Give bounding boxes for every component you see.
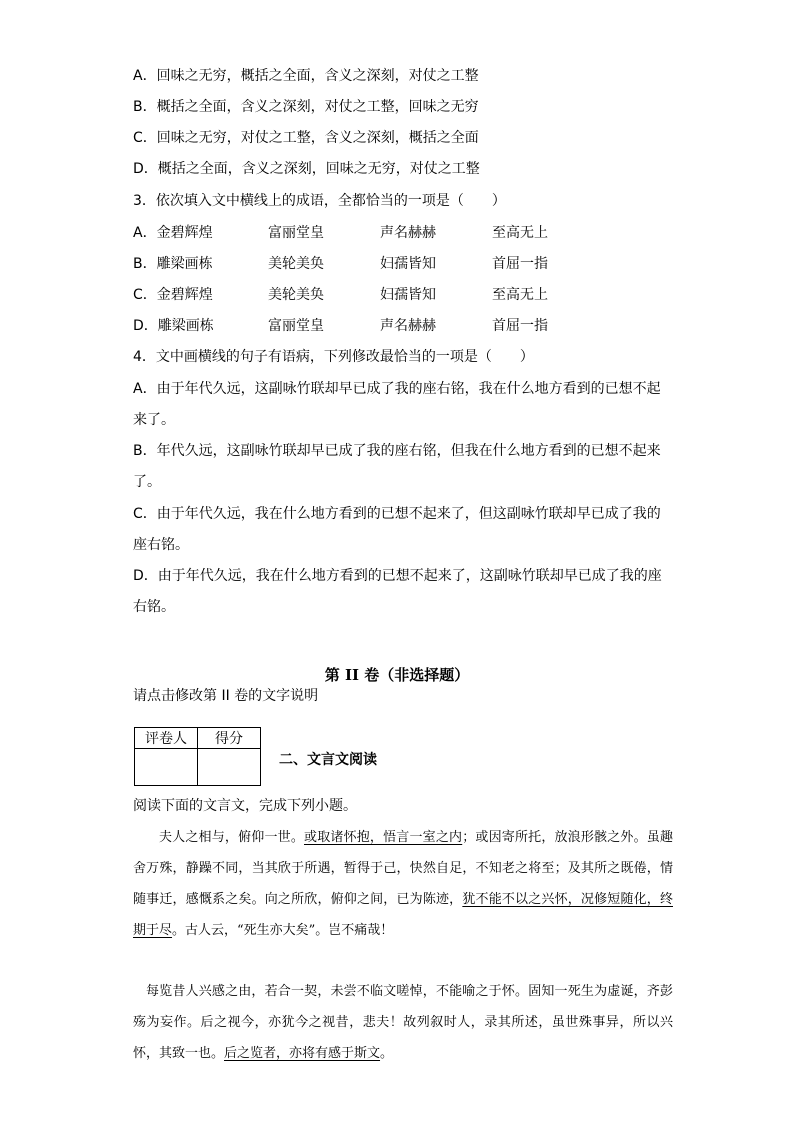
q4-question: 4．文中画横线的句子有语病，下列修改最恰当的一项是（ ） [133, 349, 534, 365]
grader-header: 评卷人 [135, 728, 198, 749]
q2-option-d: D．概括之全面，含义之深刻，回味之无穷，对仗之工整 [133, 161, 480, 177]
q4-option-d-line2: 右铭。 [133, 599, 175, 615]
section-title: 第 II 卷（非选择题） [324, 666, 470, 684]
part2-instruction: 阅读下面的文言文，完成下列小题。 [133, 798, 357, 814]
section-note: 请点击修改第 II 卷的文字说明 [133, 688, 319, 704]
q3-c-3: 妇孺皆知 [380, 287, 436, 303]
p1-underline-1: 或取诸怀抱，悟言一室之内 [304, 830, 463, 845]
p1-underline-2: 犹不能不以之兴怀，况修短随化，终期于尽 [133, 892, 673, 938]
q4-option-d-line1: D．由于年代久远，我在什么地方看到的已想不起来了，这副咏竹联却早已成了我的座 [133, 568, 662, 584]
q3-c-4: 至高无上 [492, 287, 548, 303]
q3-d-4: 首屈一指 [492, 318, 548, 334]
q3-a-3: 声名赫赫 [380, 225, 436, 241]
q3-question: 3．依次填入文中横线上的成语，全都恰当的一项是（ ） [133, 193, 506, 209]
p2-text-1: 每览昔人兴感之由，若合一契，未尝不临文嗟悼，不能喻之于怀。固知一死生为虚诞，齐彭殇为妄作。后之视今，亦犹今之视昔，悲夫！故列叙时人，录其所述，虽世殊事异，所以兴怀，其致一也。 [133, 984, 673, 1061]
part2-heading: 二、文言文阅读 [279, 752, 377, 768]
q3-b-4: 首屈一指 [492, 256, 548, 272]
passage-paragraph-2 [133, 976, 673, 1069]
passage-paragraph-1 [133, 822, 673, 946]
grader-cell[interactable] [135, 749, 198, 786]
q3-a-1: A．金碧辉煌 [133, 225, 213, 241]
q3-a-4: 至高无上 [492, 225, 548, 241]
q3-d-3: 声名赫赫 [380, 318, 436, 334]
q3-b-3: 妇孺皆知 [380, 256, 436, 272]
q2-option-a: A．回味之无穷，概括之全面，含义之深刻，对仗之工整 [133, 68, 479, 84]
q3-c-2: 美轮美奂 [268, 287, 324, 303]
q3-d-2: 富丽堂皇 [268, 318, 324, 334]
q4-option-c-line2: 座右铭。 [133, 537, 189, 553]
score-header: 得分 [198, 728, 261, 749]
p1-text-3: 。古人云，“死生亦大矣”。岂不痛哉！ [172, 923, 394, 938]
q4-option-a-line2: 来了。 [133, 412, 175, 428]
q2-option-c: C．回味之无穷，对仗之工整，含义之深刻，概括之全面 [133, 130, 479, 146]
p2-underline-1: 后之览者，亦将有感于斯文 [224, 1046, 381, 1061]
q2-option-b: B．概括之全面，含义之深刻，对仗之工整，回味之无穷 [133, 99, 479, 115]
q3-b-2: 美轮美奂 [268, 256, 324, 272]
p2-text-2: 。 [380, 1046, 394, 1061]
q4-option-b-line2: 了。 [133, 474, 161, 490]
q3-c-1: C．金碧辉煌 [133, 287, 213, 303]
score-table [134, 727, 261, 786]
q3-d-1: D．雕梁画栋 [133, 318, 214, 334]
score-cell[interactable] [198, 749, 261, 786]
p1-text-2: ；或因寄所托，放浪形骸之外。虽趣舍万殊，静躁不同，当其欣于所遇，暂得于己，快然自足，不知老之将至；及其所之既倦，情随事迁，感慨系之矣。向之所欣，俯仰之间，已为陈迹， [133, 830, 673, 907]
q3-a-2: 富丽堂皇 [268, 225, 324, 241]
q4-option-b-line1: B．年代久远，这副咏竹联却早已成了我的座右铭，但我在什么地方看到的已想不起来 [133, 443, 661, 459]
q3-b-1: B．雕梁画栋 [133, 256, 213, 272]
q4-option-a-line1: A．由于年代久远，这副咏竹联却早已成了我的座右铭，我在什么地方看到的已想不起 [133, 381, 661, 397]
p1-text-1: 夫人之相与，俯仰一世。 [159, 830, 305, 845]
q4-option-c-line1: C．由于年代久远，我在什么地方看到的已想不起来了，但这副咏竹联却早已成了我的 [133, 506, 661, 522]
